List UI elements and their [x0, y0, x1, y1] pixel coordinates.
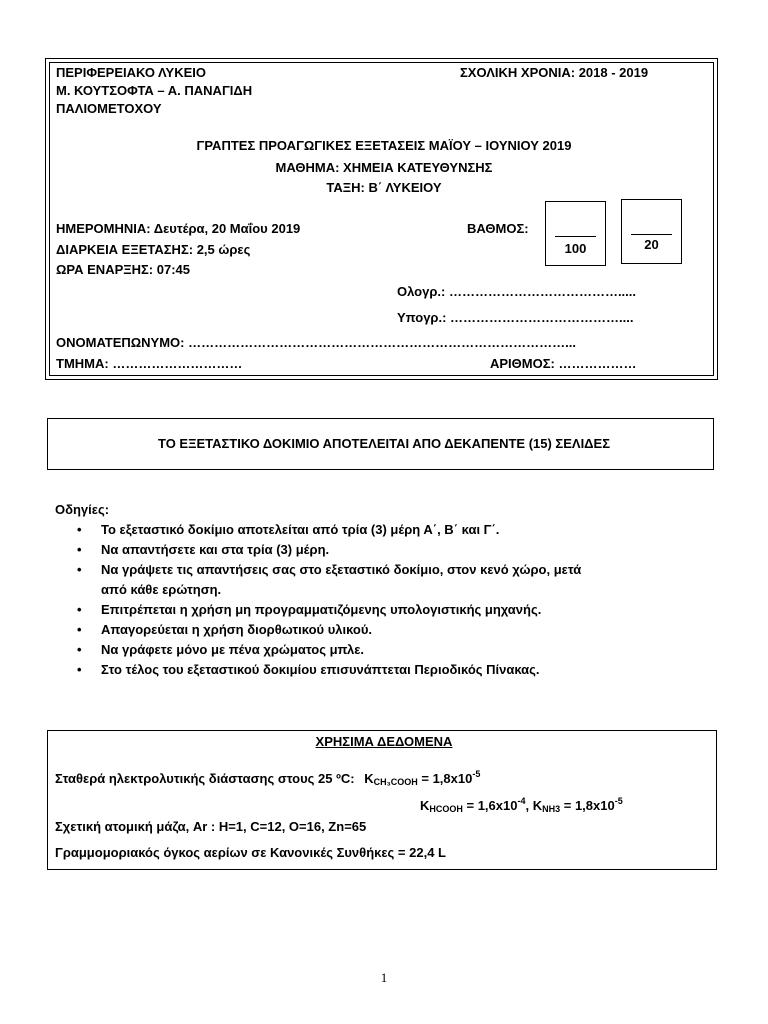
school-line-3: ΠΑΛΙΟΜΕΤΟΧΟΥ	[56, 101, 162, 116]
instruction-item: • Να απαντήσετε και στα τρία (3) μέρη.	[55, 540, 695, 560]
k-formic-exp: -4	[517, 796, 526, 806]
exam-start-time: ΩΡΑ ΕΝΑΡΞΗΣ: 07:45	[56, 262, 190, 277]
instructions-list	[55, 520, 695, 680]
ka-line	[55, 769, 480, 787]
school-year: ΣΧΟΛΙΚΗ ΧΡΟΝΙΑ: 2018 - 2019	[460, 65, 649, 80]
ka-label: Σταθερά ηλεκτρολυτικής διάστασης στους 25 ºC:	[55, 771, 355, 786]
kb-line	[420, 796, 623, 814]
signature-field[interactable]: Υπογρ.: …………………………………....	[397, 310, 634, 325]
grade-level: ΤΑΞΗ: Β΄ ΛΥΚΕΙΟΥ	[326, 180, 442, 195]
k-ammonia-exp: -5	[614, 796, 623, 806]
school-line-2: Μ. ΚΟΥΤΣΟΦΤΑ – Α. ΠΑΝΑΓΙΔΗ	[56, 83, 253, 98]
instruction-item: • Το εξεταστικό δοκίμιο αποτελείται από τρία (3) μέρη Α΄, Β΄ και Γ΄.	[55, 520, 695, 540]
useful-data-title: ΧΡΗΣΙΜΑ ΔΕΔΟΜΕΝΑ	[315, 734, 453, 749]
k-acetic-sub: CH₃COOH	[373, 777, 418, 787]
instruction-item: • Στο τέλος του εξεταστικού δοκιμίου επισυνάπτεται Περιοδικός Πίνακας.	[55, 660, 695, 680]
instructions-title: Οδηγίες:	[55, 502, 110, 517]
grade-line	[555, 236, 596, 237]
subject: ΜΑΘΗΜΑ: ΧΗΜΕΙΑ ΚΑΤΕΥΘΥΝΣΗΣ	[275, 160, 493, 175]
k-ammonia-sub: NH3	[542, 804, 561, 814]
school-line-1: ΠΕΡΙΦΕΡΕΙΑΚΟ ΛΥΚΕΙΟ	[56, 65, 207, 80]
k-acetic-exp: -5	[472, 769, 481, 779]
grade-max-20: 20	[644, 237, 659, 252]
instruction-item: • Απαγορεύεται η χρήση διορθωτικού υλικού.	[55, 620, 695, 640]
instruction-item: • Να γράφετε μόνο με πένα χρώματος μπλε.	[55, 640, 695, 660]
instruction-item: • Επιτρέπεται η χρήση μη προγραμματιζόμενης υπολογιστικής μηχανής.	[55, 600, 695, 620]
k-formic-symbol: K	[420, 798, 430, 813]
pages-notice: ΤΟ ΕΞΕΤΑΣΤΙΚΟ ΔΟΚΙΜΙΟ ΑΠΟΤΕΛΕΙΤΑΙ ΑΠΟ ΔΕΚΑΠΕΝΤΕ (15) ΣΕΛΙΔΕΣ	[157, 436, 611, 451]
atomic-mass: Σχετική ατομική μάζα, Ar : H=1, C=12, O=16, Zn=65	[55, 819, 367, 834]
instruction-item: • Να γράψετε τις απαντήσεις σας στο εξεταστικό δοκίμιο, στον κενό χώρο, μετά	[55, 560, 695, 580]
exam-title: ΓΡΑΠΤΕΣ ΠΡΟΑΓΩΓΙΚΕΣ ΕΞΕΤΑΣΕΙΣ ΜΑΪΟΥ – ΙΟΥΝΙΟΥ 2019	[196, 138, 572, 153]
k-ammonia-value: = 1,8x10	[560, 798, 615, 813]
exam-date: ΗΜΕΡΟΜΗΝΙΑ: Δευτέρα, 20 Μαΐου 2019	[56, 221, 301, 236]
grade-box-100[interactable]	[545, 201, 606, 266]
exam-duration: ΔΙΑΡΚΕΙΑ ΕΞΕΤΑΣΗΣ: 2,5 ώρες	[56, 242, 251, 257]
grade-in-words-field[interactable]: Ολογρ.: ………………………………….....	[397, 284, 637, 299]
grade-label: ΒΑΘΜΟΣ:	[467, 221, 529, 236]
molar-volume: Γραμμομοριακός όγκος αερίων σε Κανονικές Συνθήκες = 22,4 L	[55, 845, 446, 860]
grade-max-100: 100	[564, 241, 587, 256]
page-number: 1	[380, 970, 388, 985]
k-formic-value: = 1,6x10	[462, 798, 518, 813]
k-ammonia-symbol: , K	[525, 798, 543, 813]
grade-line	[631, 234, 672, 235]
full-name-field[interactable]: ΟΝΟΜΑΤΕΠΩΝΥΜΟ: ……………………………………………………………………………...	[56, 335, 576, 350]
student-number-field[interactable]: ΑΡΙΘΜΟΣ: ………………	[490, 356, 637, 371]
k-acetic-value: = 1,8x10	[417, 771, 473, 786]
k-acetic-symbol: K	[364, 771, 374, 786]
instruction-item-continuation: από κάθε ερώτηση.	[101, 582, 222, 597]
k-formic-sub: HCOOH	[429, 804, 463, 814]
grade-box-20[interactable]	[621, 199, 682, 264]
section-field[interactable]: ΤΜΗΜΑ: …………………………	[56, 356, 243, 371]
